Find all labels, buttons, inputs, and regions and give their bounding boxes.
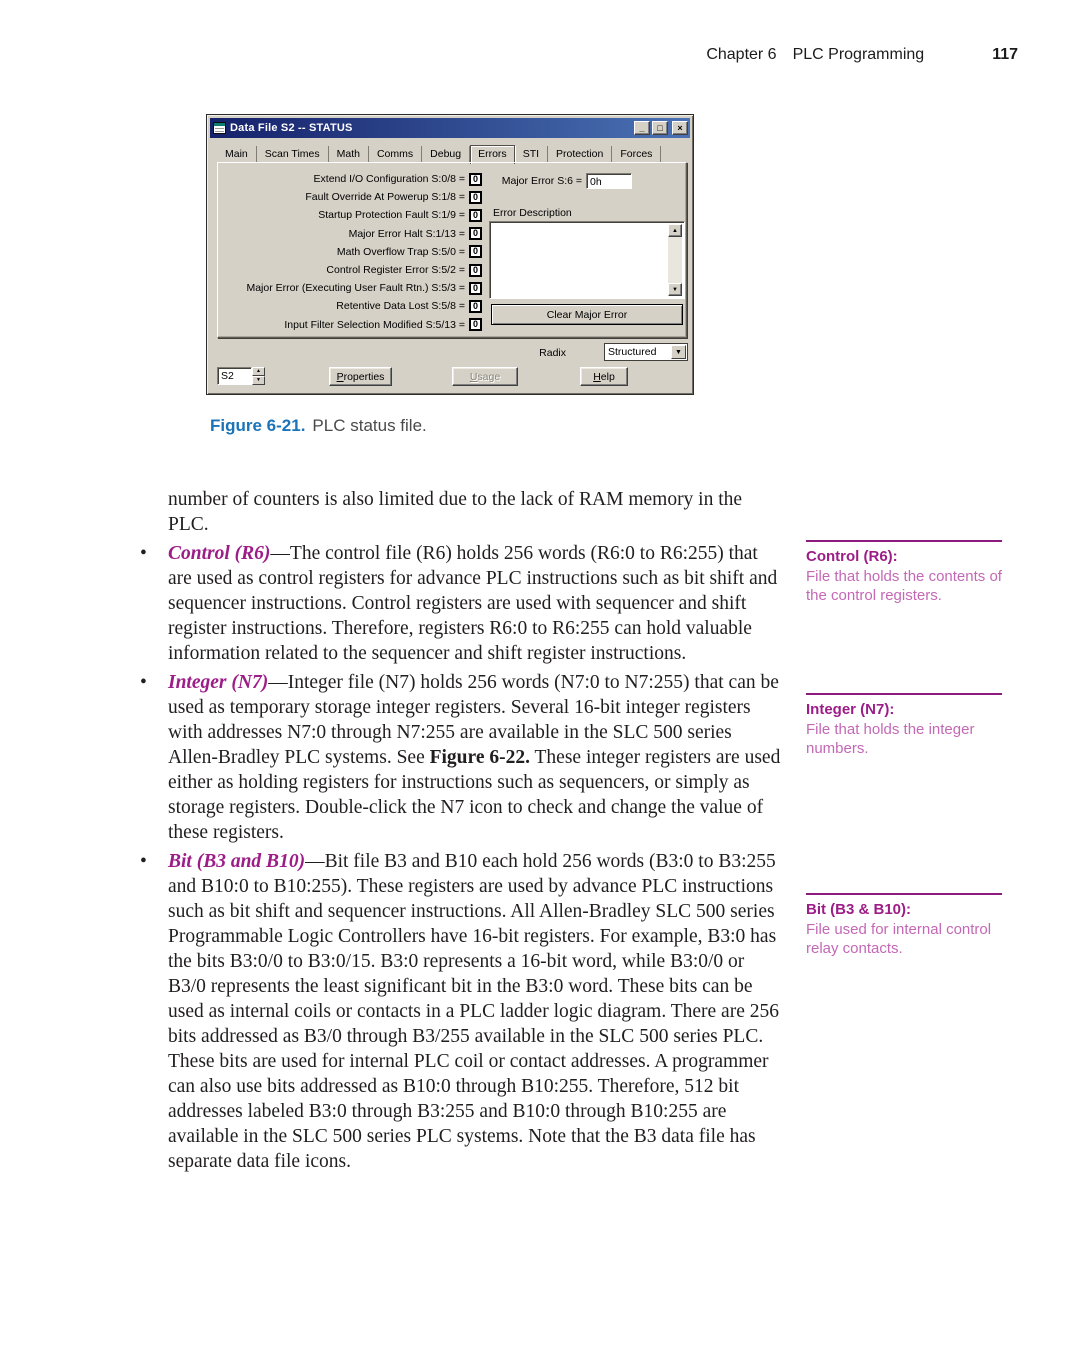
major-error-row xyxy=(218,173,632,189)
window-controls xyxy=(634,121,688,135)
section-label: PLC Programming xyxy=(792,46,925,63)
usage-button[interactable] xyxy=(452,367,518,386)
scroll-down-icon[interactable]: ▼ xyxy=(668,283,682,296)
body-text xyxy=(137,487,785,1174)
margin-note-text: File that holds the integer numbers. xyxy=(806,720,975,757)
bullet-list xyxy=(137,541,785,1174)
tab-errors[interactable]: Errors xyxy=(470,145,515,164)
scrollbar[interactable] xyxy=(668,224,682,296)
bit-value-box[interactable]: 0 xyxy=(469,191,482,204)
margin-note-text: File used for internal control relay contacts. xyxy=(806,920,992,957)
bit-value-box[interactable]: 0 xyxy=(469,227,482,240)
figure-caption xyxy=(210,416,427,436)
errors-tab-panel xyxy=(217,162,687,338)
bullet-bit-b3-b10 xyxy=(137,849,785,1174)
usage-mnemonic: U xyxy=(469,371,478,383)
chevron-down-icon[interactable]: ▼ xyxy=(671,345,686,359)
status-bit-row xyxy=(218,297,482,315)
tab-main[interactable]: Main xyxy=(217,146,257,163)
properties-button[interactable] xyxy=(329,367,392,386)
bit-label: Major Error (Executing User Fault Rtn.) S:5/3 = xyxy=(246,282,465,295)
bit-label: Math Overflow Trap S:5/0 = xyxy=(336,245,465,258)
bit-value-box[interactable]: 0 xyxy=(469,264,482,277)
tab-protection[interactable]: Protection xyxy=(548,146,612,163)
file-selector-spinner xyxy=(252,367,265,385)
data-file-icon xyxy=(213,122,226,134)
bullet-body: Integer file (N7) holds 256 words (N7:0 to N7:255) that can be used as temporary storage integer registers. Several 16-bit integer registers with addresses N7:0 through N7:255 are available in the SLC 500 series Allen-Bradley PLC systems. See xyxy=(168,672,779,768)
major-error-input[interactable]: 0h xyxy=(586,173,632,189)
radix-value: Structured xyxy=(608,346,657,358)
bullet-icon: • xyxy=(140,543,147,564)
tab-comms[interactable]: Comms xyxy=(369,146,422,163)
bit-label: Input Filter Selection Modified S:5/13 = xyxy=(284,318,465,331)
bit-label: Fault Override At Powerup S:1/8 = xyxy=(305,191,465,204)
bullet-body: The control file (R6) holds 256 words (R6:0 to R6:255) that are used as control registers for advance PLC instructions such as bit shift and sequencer instructions. Control registers are used with sequencer and shift register instructions. Therefore, registers R6:0 to R6:255 can hold valuable information related to the sequencer and shift register instructions. xyxy=(168,543,778,664)
properties-mnemonic: P xyxy=(336,371,344,383)
status-bit-row xyxy=(218,206,482,224)
bit-label: Retentive Data Lost S:5/8 = xyxy=(336,300,465,313)
spinner-up-icon[interactable]: ▲ xyxy=(252,367,265,376)
page-number: 117 xyxy=(992,46,1018,63)
error-description-label: Error Description xyxy=(493,207,572,219)
bullet-body: These integer registers are used either as holding registers for instructions such as sequencers, or simply as storage registers. Double-click the N7 icon to check and change the value of these registers. xyxy=(168,747,781,843)
status-bit-row xyxy=(218,225,482,243)
dialog-titlebar[interactable] xyxy=(210,118,690,138)
bit-label: Major Error Halt S:1/13 = xyxy=(348,227,465,240)
bit-label: Startup Protection Fault S:1/9 = xyxy=(318,209,465,222)
tab-debug[interactable]: Debug xyxy=(422,146,470,163)
usage-rest: sage xyxy=(477,371,501,383)
intro-paragraph: number of counters is also limited due to the lack of RAM memory in the PLC. xyxy=(168,489,743,535)
bit-value-box[interactable]: 0 xyxy=(469,318,482,331)
page-header xyxy=(706,46,1018,64)
bullet-control-r6 xyxy=(137,541,785,666)
spinner-down-icon[interactable]: ▼ xyxy=(252,376,265,385)
help-rest: elp xyxy=(600,371,615,383)
help-mnemonic: H xyxy=(593,371,601,383)
figure-number: Figure 6-21. xyxy=(210,416,306,435)
status-bit-row xyxy=(218,279,482,297)
status-bit-row xyxy=(218,316,482,334)
figure-reference: Figure 6-22. xyxy=(429,747,530,768)
error-description-textarea[interactable] xyxy=(489,221,685,299)
margin-note-bit-b3-b10 xyxy=(806,893,1002,959)
radix-row xyxy=(207,343,688,361)
bullet-term: Control (R6) xyxy=(168,543,271,564)
clear-major-error-button[interactable]: Clear Major Error xyxy=(491,304,683,325)
bit-value-box[interactable]: 0 xyxy=(469,300,482,313)
bit-value-box[interactable]: 0 xyxy=(469,173,482,186)
close-icon[interactable]: × xyxy=(672,121,688,135)
figure-text: PLC status file. xyxy=(312,416,427,435)
data-file-status-dialog xyxy=(206,114,694,395)
margin-note-integer-n7 xyxy=(806,693,1002,759)
margin-note-heading: Control (R6): xyxy=(806,548,898,565)
bit-value-box[interactable]: 0 xyxy=(469,282,482,295)
status-bit-row xyxy=(218,243,482,261)
scroll-up-icon[interactable]: ▲ xyxy=(668,224,682,237)
bullet-dash: — xyxy=(268,672,288,693)
tab-math[interactable]: Math xyxy=(329,146,369,163)
file-selector-input[interactable]: S2 xyxy=(217,367,252,385)
margin-note-heading: Bit (B3 & B10): xyxy=(806,901,912,918)
bullet-icon: • xyxy=(140,851,147,872)
tab-sti[interactable]: STI xyxy=(515,146,548,163)
margin-note-text: File that holds the contents of the control registers. xyxy=(806,567,1002,604)
margin-note-heading: Integer (N7): xyxy=(806,701,895,718)
bullet-term: Integer (N7) xyxy=(168,672,269,693)
minimize-icon[interactable]: _ xyxy=(634,121,650,135)
tab-forces[interactable]: Forces xyxy=(612,146,661,163)
tab-scan-times[interactable]: Scan Times xyxy=(257,146,329,163)
bullet-dash: — xyxy=(270,543,290,564)
dialog-tab-strip xyxy=(217,144,661,163)
bullet-body: Bit file B3 and B10 each hold 256 words (B3:0 to B3:255 and B10:0 to B10:255). These registers are used by advance PLC instructions such as bit shift and sequencer instructions. All Allen-Bradley SLC 500 series Programmable Logic Controllers have 16-bit registers. For example, B3:0 has the bits B3:0/0 to B3:0/15. B3:0 represents a 16-bit word, while B3:0/0 or B3/0 represents the least significant bit in the B3:0 word. These bits can be used as internal coils or contacts in a PLC ladder logic diagram. There are 256 bits addressed as B3/0 through B3/255 available in the SLC 500 series PLC. These bits are used for internal PLC coil or contact addresses. A programmer can also use bits addressed as B10:0 through B10:255. Therefore, 512 bit addresses labeled B3:0 through B3:255 and B10:0 through B10:255 are available in the SLC 500 series PLC systems. Note that the B3 data file has separate data file icons. xyxy=(168,851,779,1172)
major-error-label: Major Error S:6 = xyxy=(501,175,582,187)
bullet-term: Bit (B3 and B10) xyxy=(168,851,306,872)
status-bit-row xyxy=(218,261,482,279)
margin-note-control-r6 xyxy=(806,540,1002,606)
bullet-integer-n7 xyxy=(137,670,785,845)
bit-label: Extend I/O Configuration S:0/8 = xyxy=(313,173,465,186)
status-bit-list xyxy=(218,170,482,334)
bit-value-box[interactable]: 0 xyxy=(469,245,482,258)
bit-label: Control Register Error S:5/2 = xyxy=(326,264,465,277)
chapter-label: Chapter 6 xyxy=(706,46,777,63)
status-bit-row xyxy=(218,188,482,206)
help-button[interactable] xyxy=(580,367,628,386)
radix-label: Radix xyxy=(539,347,566,359)
radix-dropdown[interactable] xyxy=(604,343,688,361)
dialog-title: Data File S2 -- STATUS xyxy=(230,122,353,134)
properties-rest: roperties xyxy=(343,371,385,383)
bullet-dash: — xyxy=(305,851,325,872)
bullet-icon: • xyxy=(140,672,147,693)
maximize-icon[interactable]: □ xyxy=(652,121,668,135)
bit-value-box[interactable]: 0 xyxy=(469,209,482,222)
